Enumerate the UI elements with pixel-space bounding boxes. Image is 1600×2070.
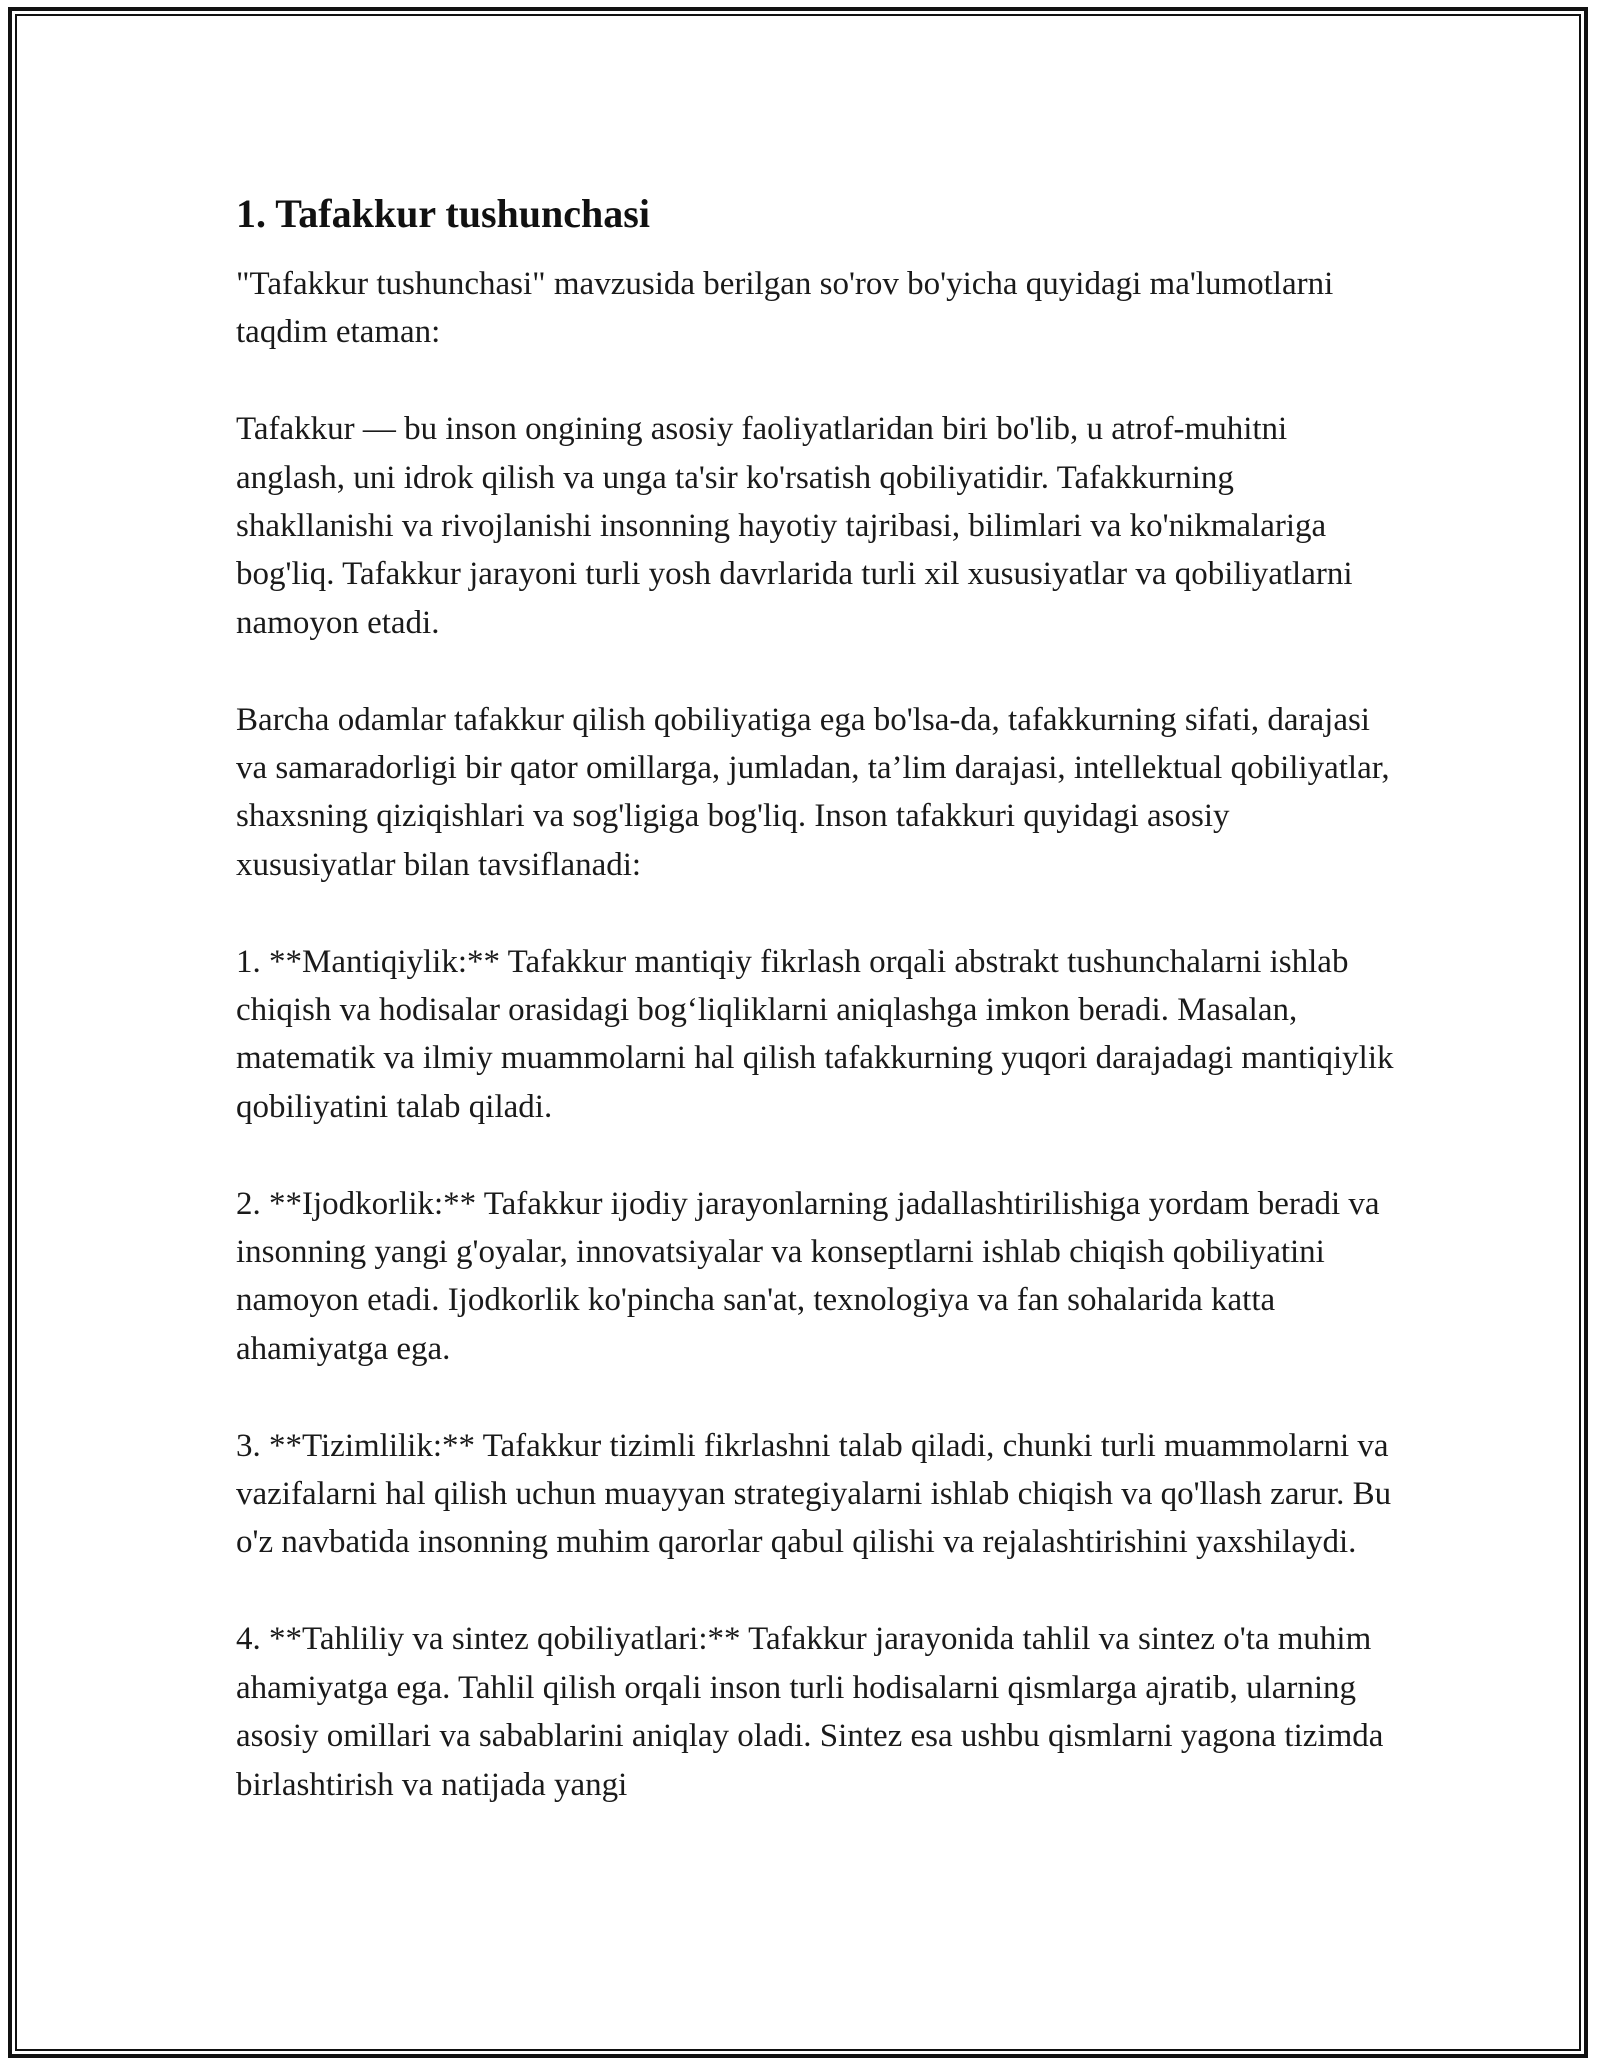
document-body: [236, 186, 1396, 1857]
list-item-analysis-synthesis: 4. **Tahliliy va sintez qobiliyatlari:** Tafakkur jarayonida tahlil va sintez o'ta muhim ahamiyatga ega. Tahlil qilish orqali inson turli hodisalarni qismlarga ajratib, ularning asosiy omillari va sabablarini aniqlay oladi. Sintez esa ushbu qismlarni yagona tizimda birlashtirish va natijada yangi: [236, 1621, 1384, 1803]
list-item-systematicity: 3. **Tizimlilik:** Tafakkur tizimli fikrlashni talab qiladi, chunki turli muammolarni va vazifalarni hal qilish uchun muayyan strategiyalarni ishlab chiqish va qo'llash zarur. Bu o'z navbatida insonning muhim qarorlar qabul qilishi va rejalashtirishini yaxshilaydi.: [236, 1427, 1392, 1561]
intro-paragraph: "Tafakkur tushunchasi" mavzusida berilgan so'rov bo'yicha quyidagi ma'lumotlarni taqdim etaman:: [236, 266, 1334, 351]
characteristics-intro-paragraph: Barcha odamlar tafakkur qilish qobiliyatiga ega bo'lsa-da, tafakkurning sifati, darajasi va samaradorligi bir qator omillarga, jumladan, ta’lim darajasi, intellektual qobiliyatlar, shaxsning qiziqishlari va sog'ligiga bog'liq. Inson tafakkuri quyidagi asosiy xususiyatlar bilan tavsiflanadi:: [236, 701, 1390, 883]
definition-paragraph: Tafakkur — bu inson ongining asosiy faoliyatlaridan biri bo'lib, u atrof-muhitni anglash, uni idrok qilish va unga ta'sir ko'rsatish qobiliyatidir. Tafakkurning shakllanishi va rivojlanishi insonning hayotiy tajribasi, bilimlari va ko'nikmalariga bog'liq. Tafakkur jarayoni turli yosh davrlarida turli xil xususiyatlar va qobiliyatlarni namoyon etadi.: [236, 411, 1353, 641]
list-item-creativity: 2. **Ijodkorlik:** Tafakkur ijodiy jarayonlarning jadallashtirilishiga yordam beradi va insonning yangi g'oyalar, innovatsiyalar va konseptlarni ishlab chiqish qobiliyatini namoyon etadi. Ijodkorlik ko'pincha san'at, texnologiya va fan sohalarida katta ahamiyatga ega.: [236, 1185, 1380, 1367]
list-item-logic: 1. **Mantiqiylik:** Tafakkur mantiqiy fikrlash orqali abstrakt tushunchalarni ishlab chiqish va hodisalar orasidagi bog‘liqliklarni aniqlashga imkon beradi. Masalan, matematik va ilmiy muammolarni hal qilish tafakkurning yuqori darajadagi mantiqiylik qobiliyatini talab qiladi.: [236, 943, 1394, 1125]
section-heading: 1. Tafakkur tushunchasi: [236, 191, 650, 236]
